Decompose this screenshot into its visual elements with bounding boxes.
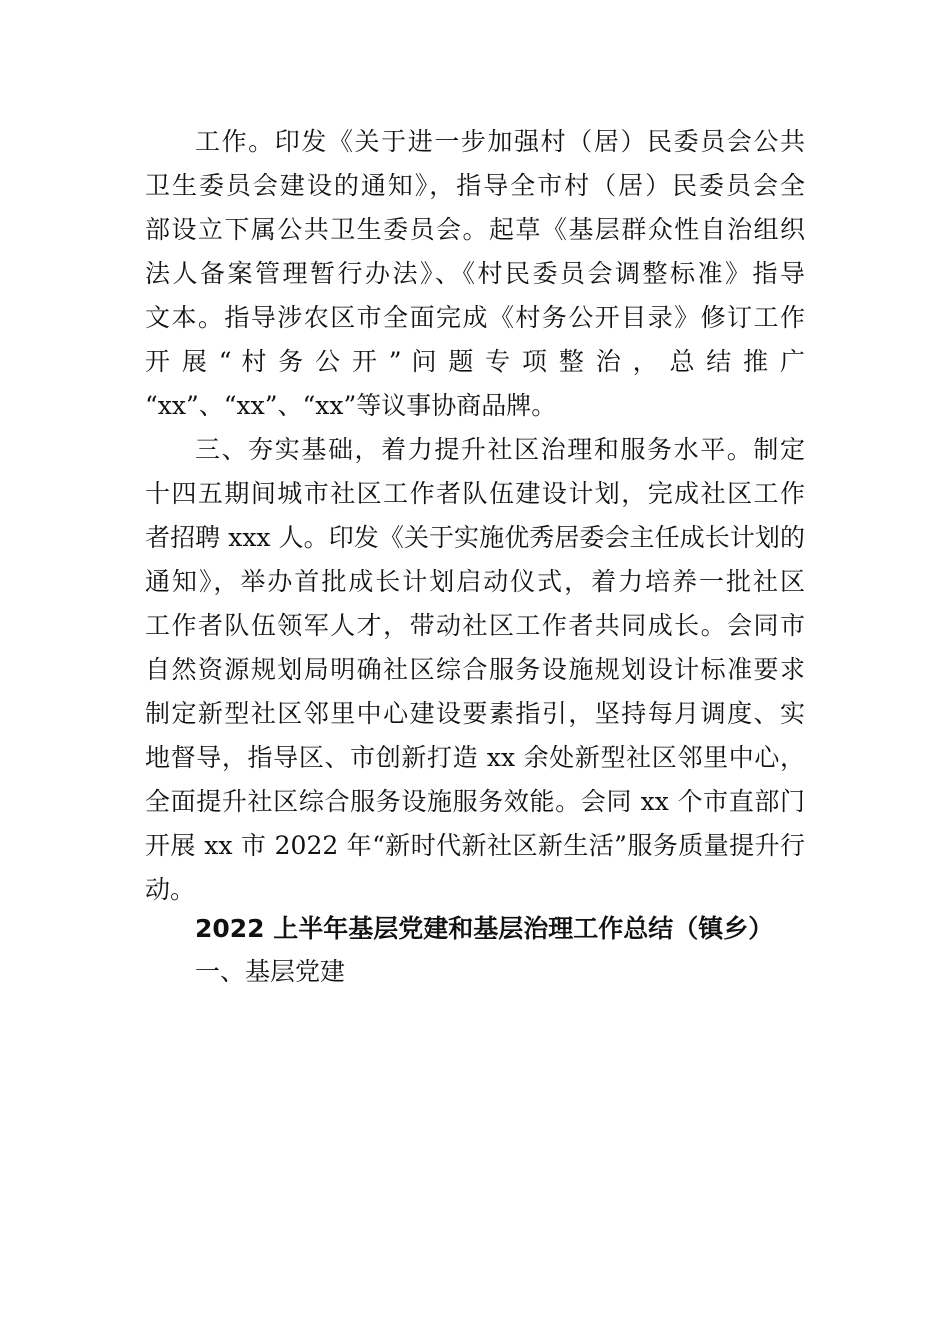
paragraph2-line-3: 者招聘 xxx 人。印发《关于实施优秀居委会主任成长计划的 [145,523,805,552]
paragraph1-line-1: 工作。印发《关于进一步加强村（居）民委员会公共 [195,127,805,156]
paragraph1-line-4: 法人备案管理暂行办法》、《村民委员会调整标准》指导 [145,259,805,288]
paragraph2-line-11: 动。 [145,875,196,904]
paragraph1-line-7: “xx”、“xx”、“xx”等议事协商品牌。 [145,391,557,420]
paragraph2-line-9: 全面提升社区综合服务设施服务效能。会同 xx 个市直部门 [145,787,805,816]
paragraph1-line-2: 卫生委员会建设的通知》，指导全市村（居）民委员会全 [145,171,805,200]
section-heading: 2022 上半年基层党建和基层治理工作总结（镇乡） [195,914,774,943]
paragraph2-line-1: 三、夯实基础，着力提升社区治理和服务水平。制定 [195,435,805,464]
paragraph2-line-10: 开展 xx 市 2022 年“新时代新社区新生活”服务质量提升行 [145,831,805,860]
paragraph2-line-6: 自然资源规划局明确社区综合服务设施规划设计标准要求 [145,655,805,684]
paragraph1-line-6: 开 展 “ 村 务 公 开 ” 问 题 专 项 整 治 ， 总 结 推 广 [145,347,805,376]
paragraph1-line-5: 文本。指导涉农区市全面完成《村务公开目录》修订工作 [145,303,805,332]
paragraph2-line-5: 工作者队伍领军人才，带动社区工作者共同成长。会同市 [145,611,805,640]
paragraph2-line-8: 地督导，指导区、市创新打造 xx 余处新型社区邻里中心， [145,743,805,772]
paragraph2-line-7: 制定新型社区邻里中心建设要素指引，坚持每月调度、实 [145,699,805,728]
subsection-heading: 一、基层党建 [195,957,346,986]
paragraph1-line-3: 部设立下属公共卫生委员会。起草《基层群众性自治组织 [145,215,805,244]
paragraph2-line-2: 十四五期间城市社区工作者队伍建设计划，完成社区工作 [145,479,805,508]
paragraph2-line-4: 通知》，举办首批成长计划启动仪式，着力培养一批社区 [145,567,805,596]
